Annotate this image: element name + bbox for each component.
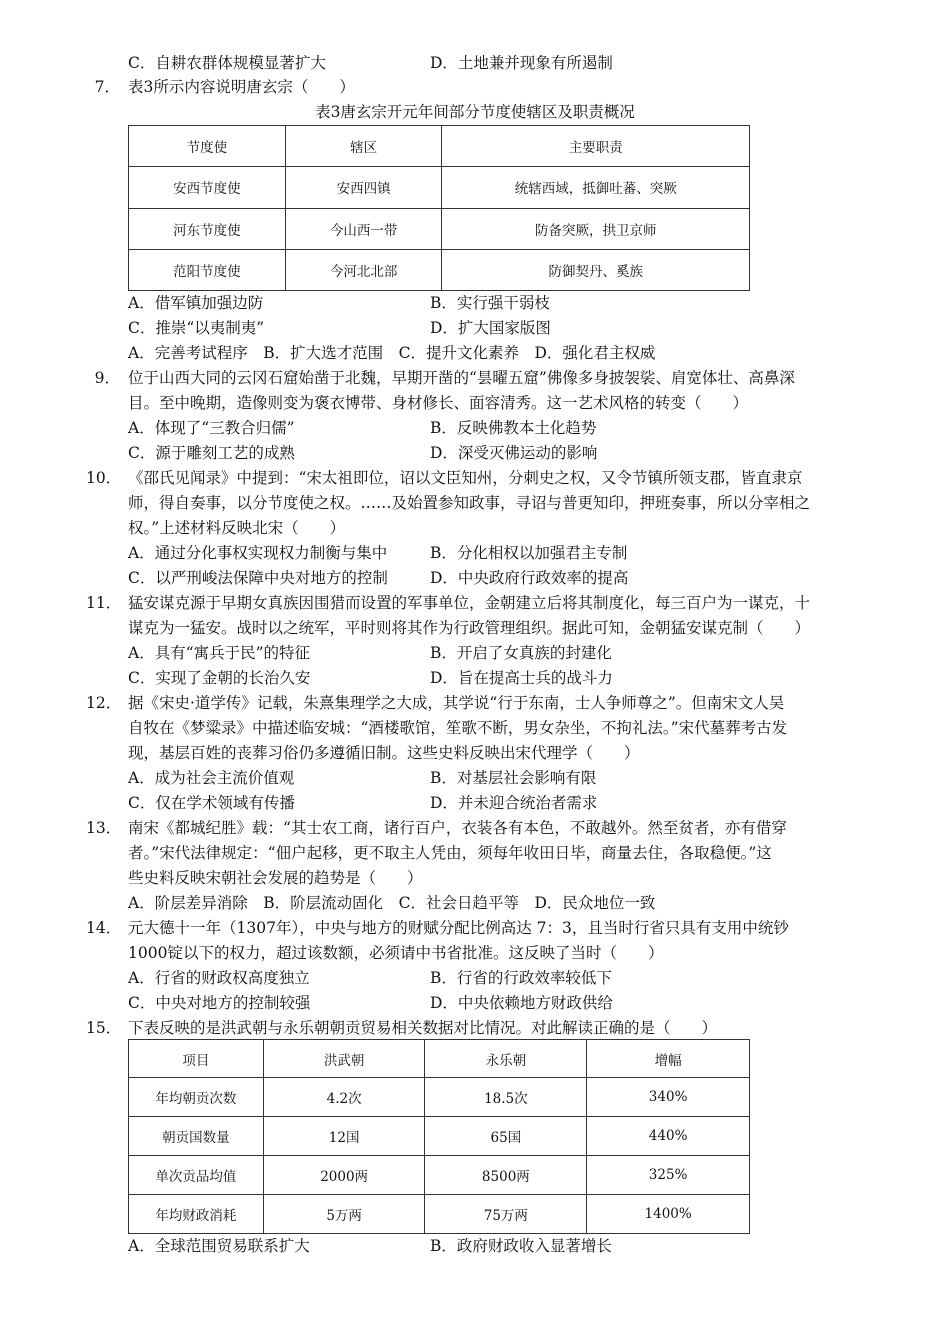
q15-option-a: A．全球范围贸易联系扩大 [128,1237,310,1255]
q12-option-d: D．并未迎合统治者需求 [430,794,598,812]
table-row [129,249,750,290]
q13-options: A．阶层差异消除 B．阶层流动固化 C．社会日趋平等 D．民众地位一致 [128,894,656,912]
q14-stem-line2: 1000锭以下的权力，超过该数额，必须请中书省批准。这反映了当时（ ） [128,944,664,962]
q10-stem-line3: 权。”上述材料反映北宋（ ） [128,519,346,537]
q9-option-a: A．体现了“三教合归儒” [128,419,295,437]
q6-option-d: D．土地兼并现象有所遏制 [430,54,613,72]
q9-option-c: C．源于雕刻工艺的成熟 [128,444,295,462]
q15-number: 15． [86,1019,122,1037]
q15-option-b: B．政府财政收入显著增长 [430,1237,612,1255]
q12-option-b: B．对基层社会影响有限 [430,769,597,787]
q7-cell: 防御契丹、奚族 [442,249,750,290]
q9-stem-line1: 位于山西大同的云冈石窟始凿于北魏，早期开凿的“昙曜五窟”佛像多身披袈裟、肩宽体壮、高鼻深 [128,369,795,387]
q15-cell: 340% [587,1078,750,1117]
q15-cell: 朝贡国数量 [129,1117,264,1156]
table-row [129,1040,750,1078]
q7-table [128,125,750,291]
q7-cell: 安西四镇 [285,167,442,208]
q14-number: 14． [86,919,122,937]
q11-option-b: B．开启了女真族的封建化 [430,644,612,662]
q12-number: 12． [86,694,122,712]
q14-option-d: D．中央依赖地方财政供给 [430,994,613,1012]
q11-option-d: D．旨在提高士兵的战斗力 [430,669,613,687]
table-row [129,1156,750,1195]
q7-cell: 统辖西域，抵御吐蕃、突厥 [442,167,750,208]
table-row [129,126,750,167]
q12-stem-line2: 自牧在《梦粱录》中描述临安城：“酒楼歌馆，笙歌不断，男女杂坐，不拘礼法。”宋代墓葬考古发 [128,719,788,737]
q13-stem-line2: 者。”宋代法律规定：“佃户起移，更不取主人凭由，须每年收田日毕，商量去住，各取稳便。”这 [128,844,772,862]
q12-stem-line3: 现，基层百姓的丧葬习俗仍多遵循旧制。这些史料反映出宋代理学（ ） [128,744,640,762]
q7-cell: 今河北北部 [285,249,442,290]
q13-stem-line1: 南宋《都城纪胜》载：“其士农工商，诸行百户，衣装各有本色，不敢越外。然至贫者，亦有借穿 [128,819,787,837]
q7-cell: 河东节度使 [129,208,286,249]
q6-option-c: C．自耕农群体规模显著扩大 [128,54,326,72]
q7-option-d: D．扩大国家版图 [430,319,551,337]
q7-option-b: B．实行强干弱枝 [430,294,550,312]
table-row [129,1117,750,1156]
q15-cell: 75万两 [425,1195,587,1234]
q15-header-cell: 永乐朝 [425,1040,587,1078]
q15-cell: 440% [587,1117,750,1156]
q15-cell: 年均财政消耗 [129,1195,264,1234]
q7-cell: 今山西一带 [285,208,442,249]
q15-cell: 4.2次 [263,1078,425,1117]
q10-option-c: C．以严刑峻法保障中央对地方的控制 [128,569,388,587]
q9-number: 9． [94,369,120,387]
q11-number: 11． [86,594,122,612]
q11-stem-line2: 谋克为一猛安。战时以之统军，平时则将其作为行政管理组织。据此可知，金朝猛安谋克制（ ） [128,619,811,637]
q11-option-c: C．实现了金朝的长治久安 [128,669,311,687]
q7-option-a: A．借军镇加强边防 [128,294,264,312]
q9-stem-line2: 目。至中晚期，造像则变为褒衣博带、身材修长、面容清秀。这一艺术风格的转变（ ） [128,394,749,412]
q10-stem-line2: 师，得自奏事，以分节度使之权。……及始置参知政事，寻诏与普更知印，押班奏事，所以分宰相之 [128,494,811,512]
q7-table-caption: 表3唐玄宗开元年间部分节度使辖区及职责概况 [315,103,635,121]
q15-cell: 单次贡品均值 [129,1156,264,1195]
q15-header-cell: 增幅 [587,1040,750,1078]
q10-option-d: D．中央政府行政效率的提高 [430,569,629,587]
q7-header-cell: 辖区 [285,126,442,167]
q14-option-c: C．中央对地方的控制较强 [128,994,311,1012]
q7-cell: 防备突厥，拱卫京师 [442,208,750,249]
q7-header-cell: 节度使 [129,126,286,167]
q10-stem-line1: 《邵氏见闻录》中提到：“宋太祖即位，诏以文臣知州，分刺史之权，又令节镇所领支郡，皆直隶京 [128,469,803,487]
q13-stem-line3: 些史料反映宋朝社会发展的趋势是（ ） [128,869,423,887]
q7-number: 7． [94,78,120,96]
q10-option-b: B．分化相权以加强君主专制 [430,544,628,562]
q13-number: 13． [86,819,122,837]
q10-number: 10． [86,469,122,487]
q14-option-b: B．行省的行政效率较低下 [430,969,612,987]
table-row [129,167,750,208]
q15-cell: 65国 [425,1117,587,1156]
q11-stem-line1: 猛安谋克源于早期女真族因围猎而设置的军事单位，金朝建立后将其制度化，每三百户为一谋克，十 [128,594,811,612]
q12-option-c: C．仅在学术领域有传播 [128,794,295,812]
q11-option-a: A．具有“寓兵于民”的特征 [128,644,311,662]
q15-cell: 325% [587,1156,750,1195]
q12-stem-line1: 据《宋史·道学传》记载，朱熹集理学之大成，其学说“行于东南，士人争师尊之”。但南宋文人吴 [128,694,785,712]
q8-options: A．完善考试程序 B．扩大选才范围 C．提升文化素养 D．强化君主权威 [128,344,656,362]
q15-header-cell: 洪武朝 [263,1040,425,1078]
q15-stem: 下表反映的是洪武朝与永乐朝朝贡贸易相关数据对比情况。对此解读正确的是（ ） [128,1019,718,1037]
q15-table [128,1039,750,1234]
table-row [129,208,750,249]
q9-option-d: D．深受灭佛运动的影响 [430,444,598,462]
q14-option-a: A．行省的财政权高度独立 [128,969,310,987]
q7-option-c: C．推崇“以夷制夷” [128,319,265,337]
q14-stem-line1: 元大德十一年（1307年），中央与地方的财赋分配比例高达 7：3，且当时行省只具有支用中统钞 [128,919,789,937]
q15-cell: 年均朝贡次数 [129,1078,264,1117]
q15-cell: 12国 [263,1117,425,1156]
q10-option-a: A．通过分化事权实现权力制衡与集中 [128,544,388,562]
q7-cell: 范阳节度使 [129,249,286,290]
q15-cell: 8500两 [425,1156,587,1195]
q9-option-b: B．反映佛教本土化趋势 [430,419,597,437]
q7-stem: 表3所示内容说明唐玄宗（ ） [128,78,355,96]
table-row [129,1195,750,1234]
q15-cell: 1400% [587,1195,750,1234]
q7-cell: 安西节度使 [129,167,286,208]
q15-cell: 18.5次 [425,1078,587,1117]
q15-cell: 5万两 [263,1195,425,1234]
q15-cell: 2000两 [263,1156,425,1195]
q12-option-a: A．成为社会主流价值观 [128,769,295,787]
q15-header-cell: 项目 [129,1040,264,1078]
q7-header-cell: 主要职责 [442,126,750,167]
table-row [129,1078,750,1117]
